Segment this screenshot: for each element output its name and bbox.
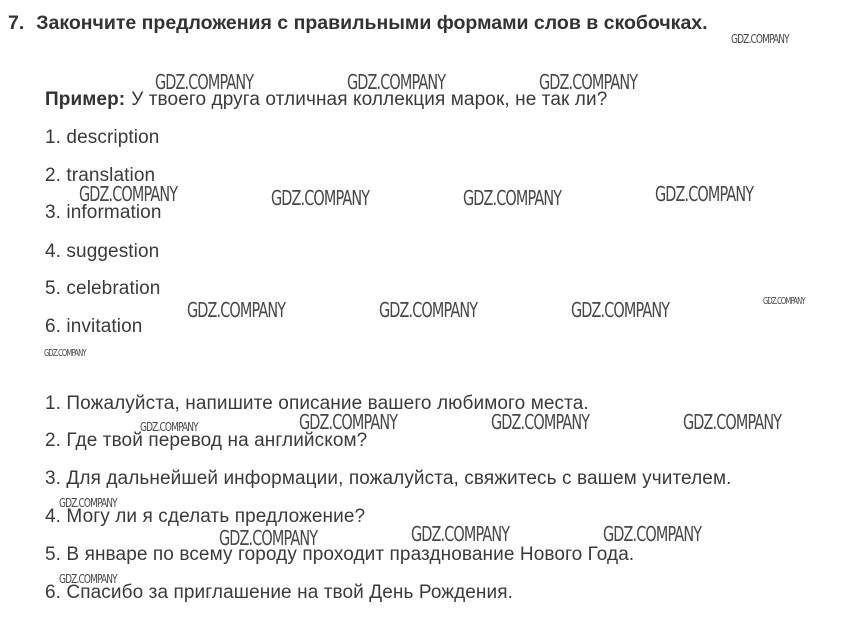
task-heading (8, 12, 708, 35)
sentence-item: 4. Могу ли я сделать предложение? (45, 506, 366, 527)
watermark: GDZ.COMPANY (140, 419, 198, 434)
watermark: GDZ.COMPANY (731, 31, 789, 46)
watermark: GDZ.COMPANY (79, 182, 178, 206)
watermark: GDZ.COMPANY (187, 298, 286, 322)
watermark: GDZ.COMPANY (491, 410, 590, 434)
watermark: GDZ.COMPANY (655, 182, 754, 206)
word-item: 2. translation (45, 165, 156, 186)
watermark: GDZ.COMPANY (571, 298, 670, 322)
word-item: 3. information (45, 202, 162, 223)
watermark: GDZ.COMPANY (603, 522, 702, 546)
sentence-item: 1. Пожалуйста, напишите описание вашего любимого места. (45, 393, 589, 414)
word-item: 5. celebration (45, 278, 161, 299)
watermark: GDZ.COMPANY (347, 70, 446, 94)
watermark: GDZ.COMPANY (683, 410, 782, 434)
task-title: Закончите предложения с правильными формами слов в скобочках. (36, 12, 708, 34)
watermark: GDZ.COMPANY (59, 495, 117, 510)
example-text: У твоего друга отличная коллекция марок, не так ли? (131, 89, 608, 110)
watermark: GDZ.COMPANY (411, 522, 510, 546)
sentence-item: 2. Где твой перевод на английском? (45, 430, 368, 451)
sentence-item: 3. Для дальнейшей информации, пожалуйста, свяжитесь с вашем учителем. (45, 468, 732, 489)
watermark: GDZ.COMPANY (271, 186, 370, 210)
watermark: GDZ.COMPANY (219, 526, 318, 550)
word-item: 6. invitation (45, 316, 143, 337)
example-line (45, 89, 607, 111)
watermark: GDZ.COMPANY (59, 571, 117, 586)
watermark: GDZ.COMPANY (539, 70, 638, 94)
watermark: GDZ.COMPANY (155, 70, 254, 94)
sentence-item: 5. В январе по всему городу проходит празднование Нового Года. (45, 544, 635, 565)
word-item: 4. suggestion (45, 241, 160, 262)
sentence-item: 6. Спасибо за приглашение на твой День Рождения. (45, 582, 514, 603)
watermark: GDZ.COMPANY (44, 348, 86, 359)
watermark: GDZ.COMPANY (763, 296, 805, 307)
word-item: 1. description (45, 127, 160, 148)
task-number: 7. (8, 12, 25, 34)
watermark: GDZ.COMPANY (379, 298, 478, 322)
example-label: Пример: (45, 89, 126, 110)
watermark: GDZ.COMPANY (463, 186, 562, 210)
watermark: GDZ.COMPANY (299, 410, 398, 434)
